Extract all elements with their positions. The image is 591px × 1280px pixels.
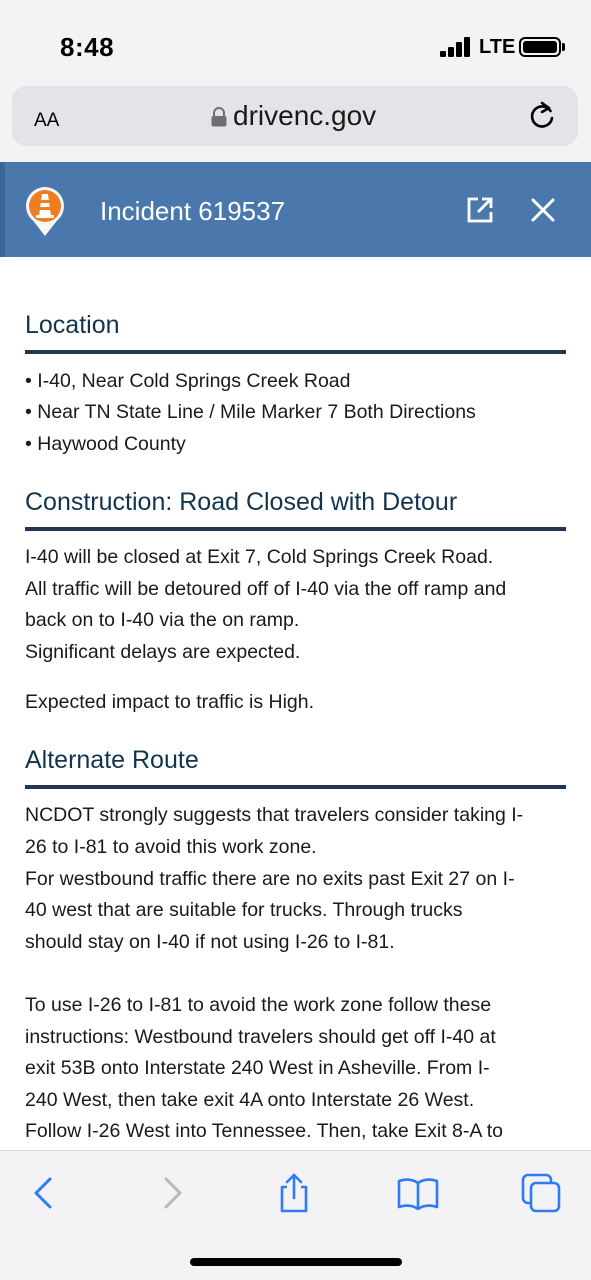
construction-line: back on to I-40 via the on ramp. [25, 609, 300, 631]
back-icon[interactable] [22, 1171, 66, 1215]
url-text[interactable]: drivenc.gov [233, 100, 377, 131]
location-item: • Near TN State Line / Mile Marker 7 Both Directions [25, 401, 476, 423]
section-divider [25, 785, 566, 789]
alternate-line: 240 West, then take exit 4A onto Interstate 26 West. [25, 1089, 475, 1111]
alternate-line: NCDOT strongly suggests that travelers consider taking I- [25, 804, 524, 826]
construction-line: All traffic will be detoured off of I-40 via the off ramp and [25, 578, 507, 600]
location-item: • Haywood County [25, 433, 186, 455]
location-heading: Location [25, 311, 120, 339]
section-divider [25, 527, 566, 531]
alternate-line: For westbound traffic there are no exits past Exit 27 on I- [25, 868, 515, 890]
alternate-route-heading: Alternate Route [25, 746, 199, 774]
home-indicator[interactable] [190, 1258, 402, 1266]
header-edge [0, 162, 5, 257]
close-icon[interactable] [529, 196, 557, 224]
text-size-button[interactable]: AA [34, 110, 60, 131]
alternate-line: exit 53B onto Interstate 240 West in Asheville. From I- [25, 1057, 490, 1079]
reload-icon[interactable] [527, 100, 557, 132]
incident-title: Incident 619537 [100, 196, 286, 226]
construction-line: I-40 will be closed at Exit 7, Cold Springs Creek Road. [25, 546, 494, 568]
traffic-cone-icon [22, 184, 68, 240]
status-bar [0, 0, 591, 86]
section-divider [25, 350, 566, 354]
network-label: LTE [479, 36, 516, 58]
alternate-line: 40 west that are suitable for trucks. Through trucks [25, 899, 463, 921]
battery-cap [562, 43, 565, 51]
bookmarks-icon[interactable] [396, 1171, 440, 1215]
construction-line: Significant delays are expected. [25, 641, 301, 663]
alternate-line: To use I-26 to I-81 to avoid the work zone follow these [25, 994, 492, 1016]
alternate-line: Follow I-26 West into Tennessee. Then, take Exit 8-A to [25, 1120, 504, 1142]
share-icon[interactable] [272, 1171, 316, 1215]
status-time: 8:48 [60, 32, 115, 62]
address-bar[interactable] [12, 86, 578, 146]
incident-header [0, 162, 591, 257]
external-link-icon[interactable] [466, 196, 494, 224]
alternate-line: 26 to I-81 to avoid this work zone. [25, 836, 317, 858]
location-item: • I-40, Near Cold Springs Creek Road [25, 370, 351, 392]
signal-icon [440, 37, 474, 57]
forward-icon[interactable] [150, 1171, 194, 1215]
impact-text: Expected impact to traffic is High. [25, 691, 315, 713]
construction-heading: Construction: Road Closed with Detour [25, 488, 458, 516]
lock-icon [210, 107, 228, 127]
alternate-line: instructions: Westbound travelers should get off I-40 at [25, 1026, 496, 1048]
address-bar-container [0, 86, 591, 162]
alternate-line: should stay on I-40 if not using I-26 to I-81. [25, 931, 395, 953]
incident-details [0, 257, 591, 1150]
battery-icon [519, 37, 561, 57]
tabs-icon[interactable] [519, 1171, 563, 1215]
